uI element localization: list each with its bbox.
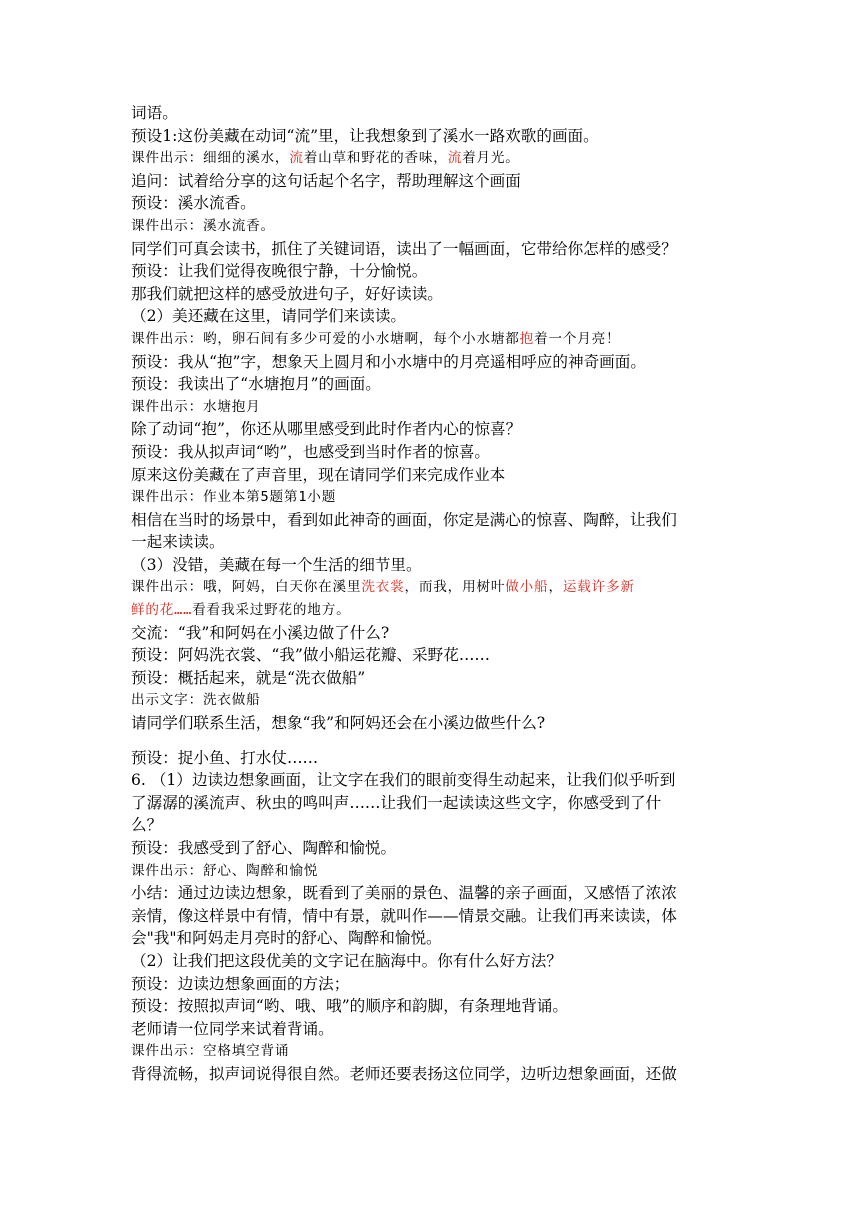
text-line: 原来这份美藏在了声音里，现在请同学们来完成作业本 <box>131 465 506 484</box>
courseware-line: 课件出示：舒心、陶醉和愉悦 <box>131 862 319 879</box>
text-run: 着一个月亮！ <box>534 330 621 347</box>
courseware-line: 出示文字：洗衣做船 <box>131 692 261 709</box>
text-run: 着山草和野花的香味， <box>303 150 448 167</box>
text-run: 看看我采过野花的地方。 <box>192 602 351 619</box>
text-run: ，而我，用树叶 <box>404 579 506 596</box>
text-line: 预设：我读出了“水塘抱月”的画面。 <box>131 375 381 394</box>
text-run: 课件出示：哦，阿妈，白天你在溪里 <box>131 579 362 596</box>
courseware-line: 课件出示：溪水流香。 <box>131 217 275 234</box>
text-line: 请同学们联系生活，想象“我”和阿妈还会在小溪边做些什么? <box>131 714 546 733</box>
courseware-line: 课件出示：作业本第5题第1小题 <box>131 489 337 506</box>
text-line: （2）让我们把这段优美的文字记在脑海中。你有什么好方法？ <box>131 951 562 970</box>
text-line: 预设：让我们觉得夜晚很宁静，十分愉悦。 <box>131 262 428 281</box>
text-run: 着月光。 <box>462 150 520 167</box>
text-line: （3）没错，美藏在每一个生活的细节里。 <box>131 555 422 574</box>
text-line: 预设：概括起来，就是“洗衣做船” <box>131 668 366 687</box>
text-line: 预设：我从“抱”字，想象天上圆月和小水塘中的月亮遥相呼应的神奇画面。 <box>131 352 646 371</box>
courseware-line <box>131 599 731 622</box>
text-line: 追问：试着给分享的这句话起个名字，帮助理解这个画面 <box>131 171 521 190</box>
highlighted-run: 运载许多新 <box>562 579 635 596</box>
text-line: （2）美还藏在这里，请同学们来读读。 <box>131 307 407 326</box>
text-line: 交流：“我”和阿妈在小溪边做了什么? <box>131 623 390 642</box>
text-line: 背得流畅，拟声词说得很自然。老师还要表扬这位同学，边听边想象画面，还做 <box>131 1064 677 1083</box>
text-line: 亲情，像这样景中有情，情中有景，就叫作——情景交融。让我们再来读读，体 <box>131 906 677 925</box>
text-line: 么？ <box>131 816 163 835</box>
text-line: 那我们就把这样的感受放进句子，好好读读。 <box>131 284 443 303</box>
courseware-line <box>131 328 731 351</box>
text-line: 预设：我感受到了舒心、陶醉和愉悦。 <box>131 839 397 857</box>
text-line: 预设：我从拟声词“哟”，也感受到当时作者的惊喜。 <box>131 442 491 461</box>
text-line: 词语。 <box>131 104 178 122</box>
highlighted-run: 流 <box>447 150 463 167</box>
highlighted-run: 鲜的花…… <box>131 602 193 619</box>
highlighted-run: 流 <box>289 150 304 167</box>
paragraph-gap <box>131 735 731 747</box>
text-line: 同学们可真会读书，抓住了关键词语，读出了一幅画面，它带给你怎样的感受？ <box>131 239 677 258</box>
highlighted-run: 做小船 <box>505 579 549 596</box>
text-run: ， <box>548 579 563 596</box>
highlighted-run: 洗衣裳 <box>361 579 405 596</box>
lesson-plan-text <box>131 102 731 1086</box>
courseware-line: 课件出示：水塘抱月 <box>131 398 261 415</box>
text-line: 小结：通过边读边想象，既看到了美丽的景色、温馨的亲子画面，又感悟了浓浓 <box>131 884 677 903</box>
text-line: 预设：捉小鱼、打水仗…… <box>131 748 319 767</box>
text-line: 相信在当时的场景中，看到如此神奇的画面，你定是满心的惊喜、陶醉，让我们 <box>131 510 677 529</box>
text-line: 除了动词“抱”，你还从哪里感受到此时作者内心的惊喜？ <box>131 420 522 439</box>
text-line: 预设：溪水流香。 <box>131 194 256 213</box>
text-line: 老师请一位同学来试着背诵。 <box>131 1019 334 1038</box>
text-line: 了潺潺的溪流声、秋虫的鸣叫声……让我们一起读读这些文字，你感受到了什 <box>131 793 662 812</box>
text-line: 预设1:这份美藏在动词“流”里，让我想象到了溪水一路欢歌的画面。 <box>131 126 599 145</box>
highlighted-run: 抱 <box>519 330 535 347</box>
courseware-line <box>131 576 731 599</box>
courseware-line <box>131 147 731 170</box>
text-line: 预设：阿妈洗衣裳、“我”做小船运花瓣、采野花…… <box>131 646 491 665</box>
text-run: 课件出示：哟，卵石间有多少可爱的小水塘啊，每个小水塘都 <box>131 330 520 347</box>
text-line: 预设：边读边想象画面的方法； <box>131 974 350 993</box>
text-line: 一起来读读。 <box>131 533 225 552</box>
text-line: 会"我"和阿妈走月亮时的舒心、陶醉和愉悦。 <box>131 929 442 948</box>
text-run: 课件出示：细细的溪水， <box>131 150 290 167</box>
text-line: 6. （1）边读边想象画面，让文字在我们的眼前变得生动起来，让我们似乎听到 <box>131 771 676 790</box>
courseware-line: 课件出示：空格填空背诵 <box>131 1043 290 1060</box>
text-line: 预设：按照拟声词“哟、哦、哦”的顺序和韵脚，有条理地背诵。 <box>131 997 568 1016</box>
